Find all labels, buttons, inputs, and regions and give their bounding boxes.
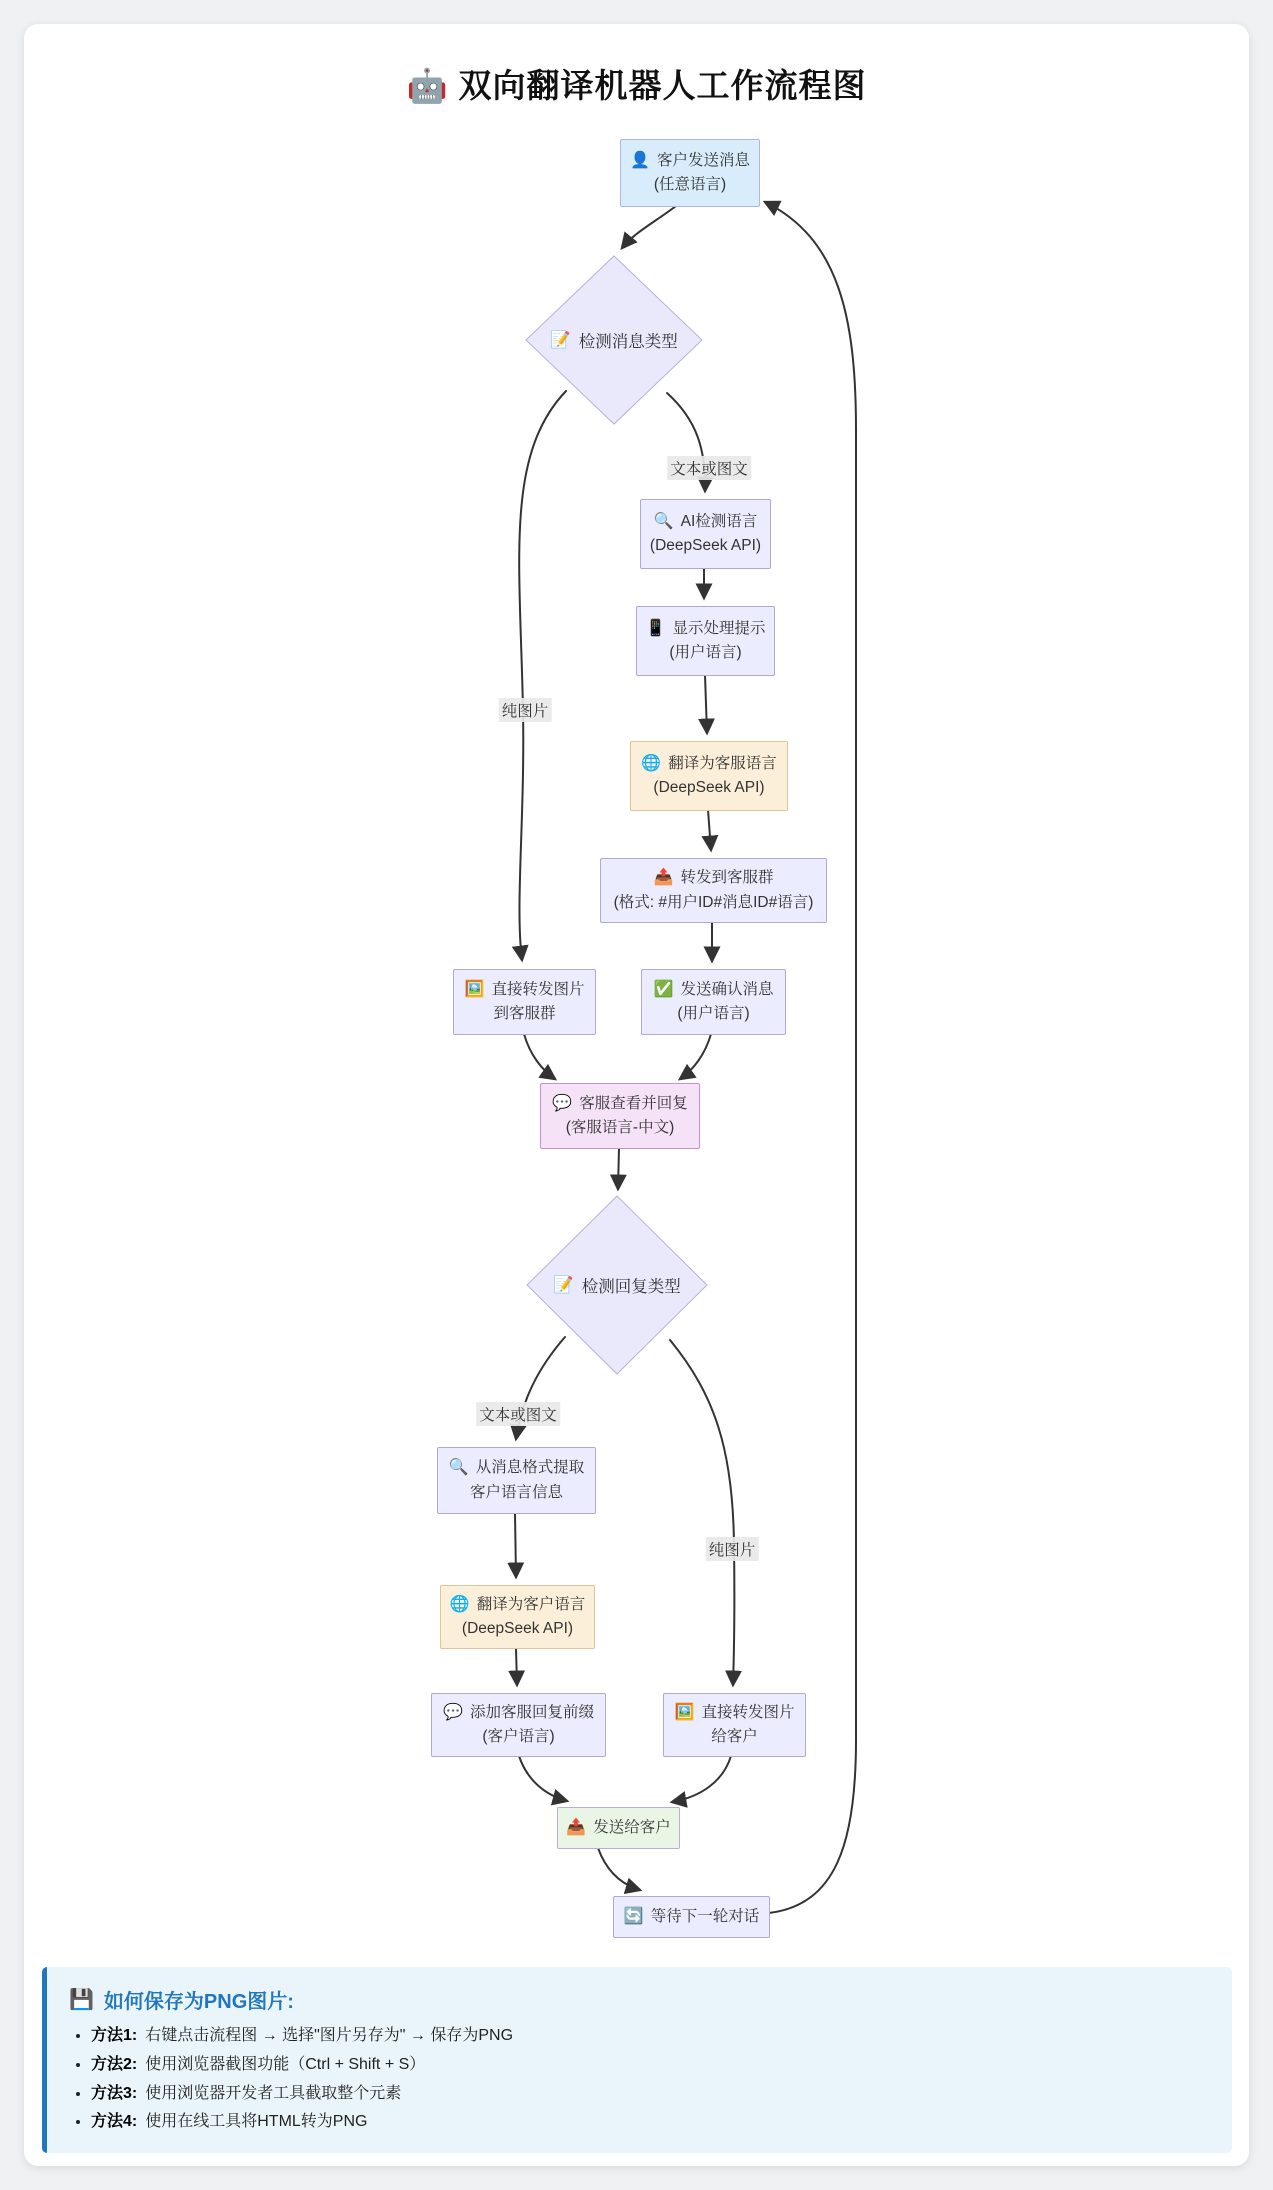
node-send-to-customer bbox=[557, 1807, 680, 1849]
node-forward-img-customer bbox=[663, 1693, 806, 1757]
node-label: 客服查看并回复 bbox=[579, 1094, 688, 1112]
globe-icon: 🌐 bbox=[449, 1595, 470, 1613]
node-cs-reply bbox=[540, 1083, 700, 1149]
method-item bbox=[91, 2055, 1208, 2076]
robot-icon: 🤖 bbox=[406, 67, 449, 104]
edge-label-pure-image-2: 纯图片 bbox=[706, 1537, 759, 1561]
node-sublabel: (用户语言) bbox=[677, 1005, 750, 1023]
node-label: 客户发送消息 bbox=[656, 151, 750, 169]
edge-show-to-translate bbox=[705, 675, 707, 733]
method-item bbox=[91, 2026, 1208, 2047]
node-sublabel: (客户语言) bbox=[482, 1728, 555, 1746]
node-detect-msg-type bbox=[550, 328, 678, 352]
globe-icon: 🌐 bbox=[641, 754, 662, 772]
edge-detect-to-fwdimg bbox=[519, 391, 566, 960]
edge-label-pure-image-1: 纯图片 bbox=[499, 698, 552, 722]
phone-icon: 📱 bbox=[645, 619, 666, 637]
method-text: 使用浏览器开发者工具截取整个元素 bbox=[145, 2084, 402, 2102]
speech-icon: 💬 bbox=[552, 1094, 573, 1112]
page-title-text: 双向翻译机器人工作流程图 bbox=[458, 67, 867, 104]
node-wait-next bbox=[613, 1896, 770, 1938]
node-label: 从消息格式提取 bbox=[475, 1459, 585, 1477]
method-label: 方法4: bbox=[91, 2113, 138, 2131]
node-forward-img-group bbox=[453, 969, 596, 1035]
save-as-png-info-box bbox=[42, 1967, 1232, 2153]
node-sublabel: 到客服群 bbox=[493, 1005, 556, 1023]
node-label: 添加客服回复前缀 bbox=[469, 1703, 594, 1721]
edge-fwdimg-to-reply bbox=[524, 1034, 555, 1079]
node-label: 转发到客服群 bbox=[680, 869, 774, 887]
node-sublabel: (用户语言) bbox=[669, 644, 742, 662]
node-label: 发送给客户 bbox=[593, 1818, 671, 1836]
node-ai-detect-lang bbox=[640, 499, 771, 569]
node-label: AI检测语言 bbox=[680, 512, 758, 530]
node-label: 翻译为客户语言 bbox=[476, 1595, 586, 1613]
outbox-icon: 📤 bbox=[653, 869, 674, 887]
node-label: 发送确认消息 bbox=[680, 980, 774, 998]
edge-fwdimg2-to-send bbox=[672, 1756, 731, 1802]
node-label: 检测消息类型 bbox=[578, 333, 678, 351]
method-text: 使用浏览器截图功能（Ctrl + Shift + S） bbox=[145, 2055, 426, 2073]
edge-translate2-to-prefix bbox=[516, 1648, 517, 1685]
node-translate-to-customer bbox=[440, 1585, 595, 1649]
method-label: 方法1: bbox=[91, 2027, 138, 2044]
node-label: 等待下一轮对话 bbox=[650, 1907, 760, 1925]
node-translate-to-cs bbox=[630, 741, 788, 811]
info-box-title bbox=[69, 1985, 1208, 2014]
edge-prefix-to-send bbox=[519, 1756, 567, 1801]
node-send-confirm bbox=[641, 969, 786, 1035]
speech-icon: 💬 bbox=[443, 1703, 463, 1721]
node-sublabel: 客户语言信息 bbox=[469, 1483, 563, 1501]
edge-send-to-wait bbox=[598, 1848, 640, 1890]
memo-icon: 📝 bbox=[550, 330, 571, 349]
node-label: 显示处理提示 bbox=[672, 619, 766, 637]
node-sublabel: (任意语言) bbox=[653, 176, 727, 194]
magnifier-icon: 🔍 bbox=[653, 512, 674, 530]
user-icon: 👤 bbox=[630, 151, 650, 169]
node-forward-to-group bbox=[600, 858, 827, 923]
node-detect-reply-type bbox=[553, 1273, 681, 1297]
node-sublabel: (格式: #用户ID#消息ID#语言) bbox=[613, 893, 814, 911]
method-list bbox=[69, 2026, 1208, 2133]
node-label: 直接转发图片 bbox=[701, 1703, 795, 1721]
node-label: 检测回复类型 bbox=[581, 1278, 681, 1296]
edge-reply-to-detect2 bbox=[618, 1148, 619, 1189]
refresh-icon: 🔄 bbox=[623, 1907, 644, 1925]
node-add-prefix bbox=[431, 1693, 606, 1757]
check-icon: ✅ bbox=[653, 980, 674, 998]
outbox-icon: 📤 bbox=[566, 1818, 587, 1836]
edge-confirm-to-reply bbox=[680, 1034, 711, 1079]
node-sublabel: (DeepSeek API) bbox=[649, 537, 762, 555]
method-text: 右键点击流程图 → 选择"图片另存为" → 保存为PNG bbox=[145, 2027, 514, 2044]
method-item bbox=[91, 2084, 1208, 2105]
magnifier-icon: 🔍 bbox=[448, 1459, 469, 1477]
edge-extract-to-translate2 bbox=[515, 1513, 516, 1577]
edge-translate-to-forward bbox=[708, 810, 711, 850]
method-label: 方法2: bbox=[91, 2055, 138, 2073]
memo-icon: 📝 bbox=[553, 1275, 574, 1294]
picture-icon: 🖼️ bbox=[464, 980, 485, 998]
method-label: 方法3: bbox=[91, 2084, 138, 2102]
floppy-disk-icon: 💾 bbox=[69, 1989, 94, 2011]
edge-detect2-to-fwdimg2 bbox=[670, 1340, 734, 1685]
node-sublabel: (DeepSeek API) bbox=[461, 1620, 574, 1638]
method-item bbox=[91, 2112, 1208, 2133]
node-sublabel: (DeepSeek API) bbox=[653, 779, 765, 797]
info-box-title-text: 如何保存为PNG图片: bbox=[103, 1991, 294, 2013]
method-text: 使用在线工具将HTML转为PNG bbox=[145, 2113, 368, 2131]
node-label: 翻译为客服语言 bbox=[668, 754, 777, 772]
edge-send-to-detect bbox=[622, 206, 676, 248]
node-extract-lang bbox=[437, 1447, 596, 1514]
node-sublabel: (客服语言-中文) bbox=[565, 1119, 675, 1137]
edge-label-text-or-image-1: 文本或图文 bbox=[667, 456, 751, 480]
edge-label-text-or-image-2: 文本或图文 bbox=[476, 1402, 560, 1426]
node-sublabel: 给客户 bbox=[711, 1728, 758, 1746]
node-show-processing bbox=[636, 606, 775, 676]
edge-wait-loop-to-start bbox=[765, 202, 856, 1913]
node-customer-send bbox=[620, 139, 760, 207]
node-label: 直接转发图片 bbox=[491, 980, 585, 998]
picture-icon: 🖼️ bbox=[674, 1703, 695, 1721]
